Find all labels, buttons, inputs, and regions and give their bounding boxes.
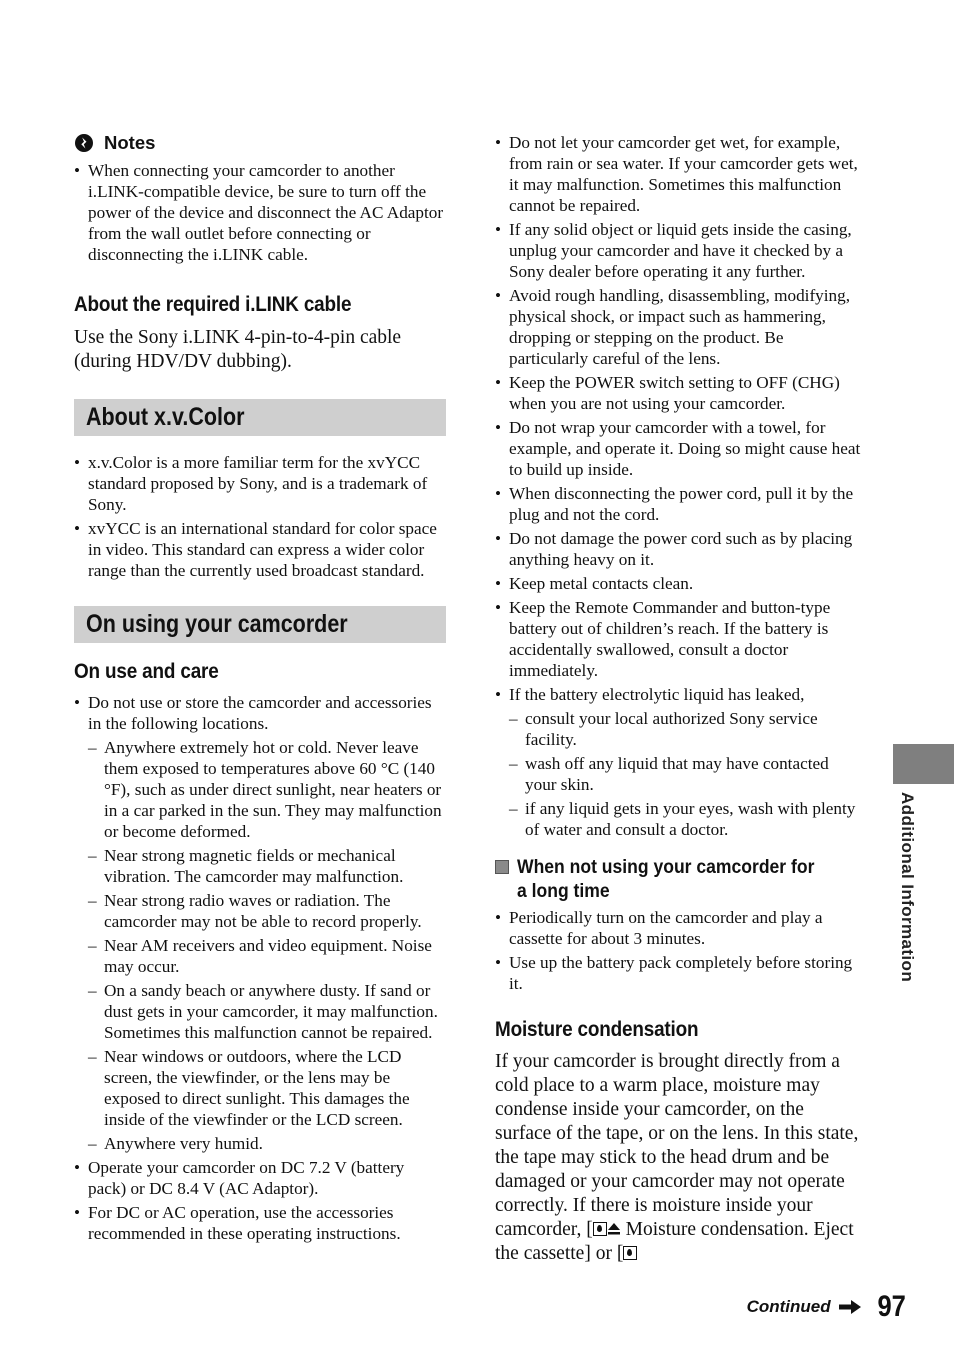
list-item: • Operate your camcorder on DC 7.2 V (battery pack) or DC 8.4 V (AC Adaptor).	[74, 1157, 446, 1199]
battery-sublist	[509, 708, 863, 840]
left-column	[74, 132, 446, 1247]
sublist-item: – if any liquid gets in your eyes, wash with plenty of water and consult a doctor.	[509, 798, 863, 840]
moisture-text	[495, 1050, 863, 1266]
list-item: • x.v.Color is a more familiar term for the xvYCC standard proposed by Sony, and is a trademark of Sony.	[74, 452, 446, 515]
list-item	[74, 692, 446, 1154]
notes-title: Notes	[104, 132, 156, 153]
notusing-list	[495, 907, 863, 994]
right-column	[495, 132, 863, 1266]
notes-list	[74, 160, 446, 265]
care-sublist	[88, 737, 446, 1154]
notes-header	[74, 132, 446, 154]
list-item: • When connecting your camcorder to another i.LINK-compatible device, be sure to turn off the power of the device and disconnect the AC Adaptor from the wall outlet before connecting or disconnecting the i.LINK cable.	[74, 160, 446, 265]
sublist-item: – Near strong radio waves or radiation. The camcorder may not be able to record properly.	[88, 890, 446, 932]
square-bullet-icon	[495, 860, 509, 874]
section-title-xvcolor: About x.v.Color	[86, 403, 245, 431]
side-tab	[893, 744, 954, 784]
care-list-continued	[495, 132, 863, 840]
list-item-text: Do not use or store the camcorder and accessories in the following locations.	[88, 693, 432, 733]
xvcolor-list	[74, 452, 446, 581]
sublist-item: – Near AM receivers and video equipment. Noise may occur.	[88, 935, 446, 977]
sublist-item: – Anywhere extremely hot or cold. Never leave them exposed to temperatures above 60 °C (140 °F), such as under direct sunlight, near heaters or in a car parked in the sun. They may malfunction or become deformed.	[88, 737, 446, 842]
list-item: • Use up the battery pack completely before storing it.	[495, 952, 863, 994]
ilink-heading: About the required i.LINK cable	[74, 292, 352, 316]
ilink-text: Use the Sony i.LINK 4-pin-to-4-pin cable (during HDV/DV dubbing).	[74, 327, 402, 372]
list-item-text: If the battery electrolytic liquid has leaked,	[509, 685, 805, 704]
list-item: • For DC or AC operation, use the accessories recommended in these operating instructions.	[74, 1202, 446, 1244]
list-item	[495, 684, 863, 840]
notusing-heading-text: When not using your camcorder for a long time	[517, 856, 815, 902]
sublist-item: – Anywhere very humid.	[88, 1133, 446, 1154]
moisture-text-a: If your camcorder is brought directly from a cold place to a warm place, moisture may condense inside your camcorder, on the surface of the tape, or on the lens. In this state, the tape may stick to the head drum and be damaged or your camcorder may not operate correctly. If there is moisture inside your camcorder, [	[495, 1051, 859, 1240]
continued-label: Continued	[746, 1297, 831, 1316]
section-band-using	[74, 606, 446, 643]
list-item: • Avoid rough handling, disassembling, modifying, physical shock, or impact such as hammering, dropping or stepping on the product. Be particularly careful of the lens.	[495, 285, 863, 369]
eject-icon	[607, 1222, 621, 1236]
list-item: • Do not damage the power cord such as by placing anything heavy on it.	[495, 528, 863, 570]
sublist-item: – Near strong magnetic fields or mechanical vibration. The camcorder may malfunction.	[88, 845, 446, 887]
arrow-right-icon	[839, 1300, 861, 1314]
sublist-item: – Near windows or outdoors, where the LCD screen, the viewfinder, or the lens may be exposed to direct sunlight. This damages the inside of the viewfinder or the LCD screen.	[88, 1046, 446, 1130]
list-item: • xvYCC is an international standard for color space in video. This standard can express a wider color range than the currently used broadcast standard.	[74, 518, 446, 581]
list-item: • Do not let your camcorder get wet, for example, from rain or sea water. If your camcorder gets wet, it may malfunction. Sometimes this malfunction cannot be repaired.	[495, 132, 863, 216]
list-item: • Keep the Remote Commander and button-type battery out of children’s reach. If the battery is accidentally swallowed, consult a doctor immediately.	[495, 597, 863, 681]
notes-icon	[74, 133, 94, 153]
page-number: 97	[877, 1290, 906, 1323]
notusing-heading	[495, 855, 863, 903]
list-item: • Keep the POWER switch setting to OFF (CHG) when you are not using your camcorder.	[495, 372, 863, 414]
list-item: • Periodically turn on the camcorder and play a cassette for about 3 minutes.	[495, 907, 863, 949]
sublist-item: – On a sandy beach or anywhere dusty. If sand or dust gets in your camcorder, it may malfunction. Sometimes this malfunction cannot be repaired.	[88, 980, 446, 1043]
list-item: • When disconnecting the power cord, pull it by the plug and not the cord.	[495, 483, 863, 525]
moisture-text-b: Moisture condensation. Eject the cassette] or [	[495, 1219, 854, 1264]
moisture-icon	[623, 1246, 637, 1260]
section-band-xvcolor	[74, 399, 446, 436]
list-item: • Keep metal contacts clean.	[495, 573, 863, 594]
care-heading: On use and care	[74, 659, 219, 683]
sublist-item: – consult your local authorized Sony service facility.	[509, 708, 863, 750]
sublist-item: – wash off any liquid that may have contacted your skin.	[509, 753, 863, 795]
side-tab-label: Additional Information	[898, 792, 917, 983]
list-item: • If any solid object or liquid gets inside the casing, unplug your camcorder and have it checked by a Sony dealer before operating it any further.	[495, 219, 863, 282]
care-list	[74, 692, 446, 1244]
section-title-using: On using your camcorder	[86, 610, 348, 638]
list-item: • Do not wrap your camcorder with a towel, for example, and operate it. Doing so might cause heat to build up inside.	[495, 417, 863, 480]
moisture-icon	[593, 1222, 607, 1236]
moisture-heading: Moisture condensation	[495, 1017, 699, 1041]
page-footer	[747, 1290, 908, 1324]
